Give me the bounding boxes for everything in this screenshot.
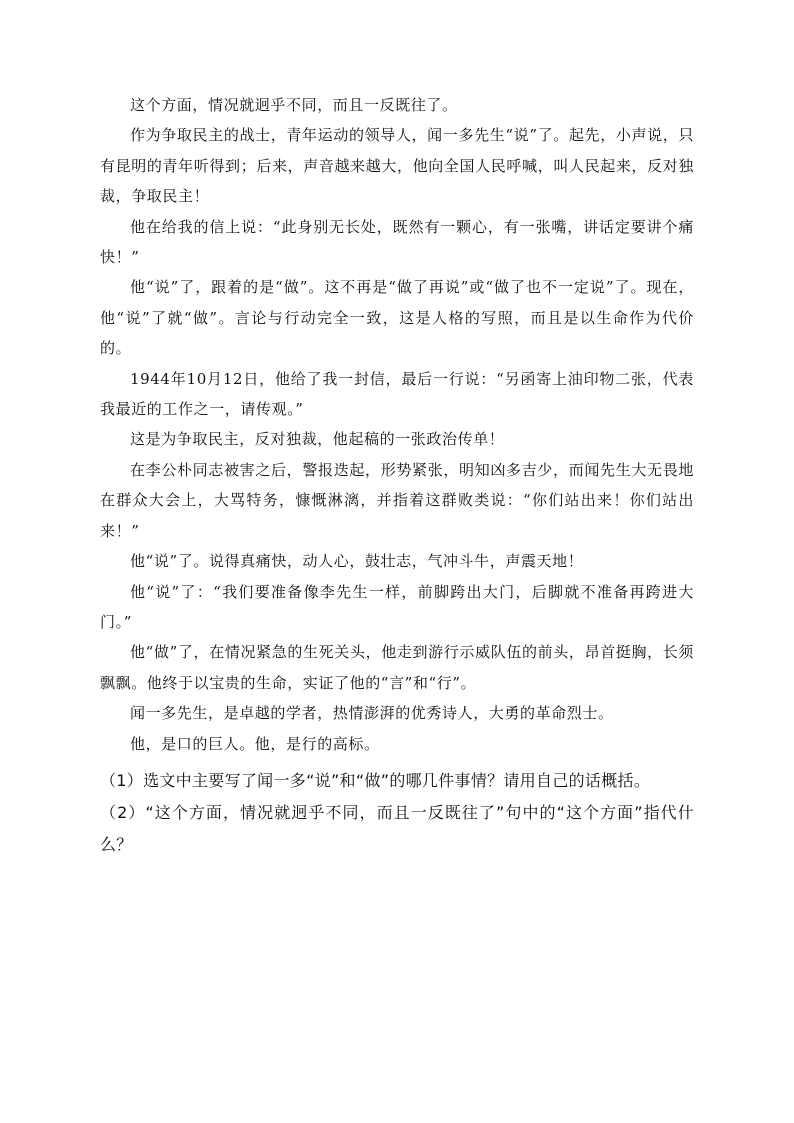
passage-paragraph: 在李公朴同志被害之后，警报迭起，形势紧张，明知凶多吉少，而闻先生大无畏地在群众大会上，大骂特务，慷慨淋漓，并指着这群败类说：“你们站出来！你们站出来！”: [100, 460, 694, 540]
passage-paragraph: 他“说”了。说得真痛快，动人心，鼓壮志，气冲斗牛，声震天地！: [130, 552, 584, 571]
passage-paragraph: 这个方面，情况就迥乎不同，而且一反既往了。: [130, 96, 458, 114]
question-list: [100, 765, 694, 861]
passage-paragraph: 这是为争取民主，反对独裁，他起稿的一张政治传单！: [130, 430, 505, 449]
question-item: （2）“这个方面，情况就迥乎不同，而且一反既往了”句中的“这个方面”指代什么？: [100, 802, 694, 854]
passage-paragraph: 他“说”了，跟着的是“做”。这不再是“做了再说”或“做了也不一定说”了。现在，他“说”了就“做”。言论与行动完全一致，这是人格的写照，而且是以生命作为代价的。: [100, 278, 694, 358]
passage-paragraph: 他“说”了：“我们要准备像李先生一样，前脚跨出大门，后脚就不准备再跨进大门。”: [100, 582, 694, 631]
passage-paragraph: 闻一多先生，是卓越的学者，热情澎湃的优秀诗人，大勇的革命烈士。: [130, 704, 614, 723]
passage-paragraph: 他在给我的信上说：“此身别无长处，既然有一颗心，有一张嘴，讲话定要讲个痛快！”: [100, 217, 694, 267]
reading-passage: [100, 90, 694, 759]
question-item: （1）选文中主要写了闻一多“说”和“做”的哪几件事情？请用自己的话概括。: [100, 770, 651, 790]
passage-paragraph: 1944年10月12日，他给了我一封信，最后一行说：“另函寄上油印物二张，代表我最近的工作之一，请传观。”: [100, 369, 694, 419]
passage-paragraph: 他，是口的巨人。他，是行的高标。: [130, 734, 380, 753]
passage-paragraph: 他“做”了，在情况紧急的生死关头，他走到游行示威队伍的前头，昂首挺胸，长须飘飘。他终于以宝贵的生命，实证了他的“言”和“行”。: [100, 643, 694, 692]
passage-paragraph: 作为争取民主的战士，青年运动的领导人，闻一多先生“说”了。起先，小声说，只有昆明的青年听得到；后来，声音越来越大，他向全国人民呼喊，叫人民起来，反对独裁，争取民主！: [100, 126, 694, 206]
